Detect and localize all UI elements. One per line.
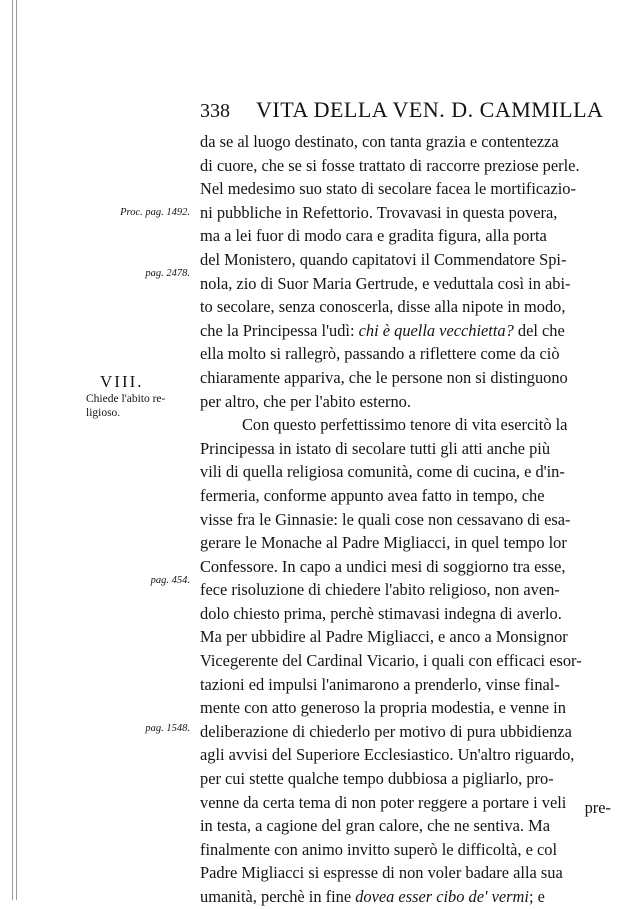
text-line [200,319,611,343]
text-line: ella molto si rallegrò, passando a riflettere come da ciò [200,344,560,364]
text-line: Confessore. In capo a undici mesi di soggiorno tra esse, [200,556,566,576]
page-binding-edge-inner [16,0,17,900]
text-line: to secolare, senza conoscerla, disse alla nipote in modo, [200,297,566,317]
text-line: ma a lei fuor di modo cara e gradita figura, alla porta [200,226,547,246]
catchword: pre- [584,798,611,817]
margin-note: pag. 2478. [145,268,190,279]
text-line: venne da certa tema di non poter reggere a portare i veli [200,792,567,812]
section-note-line: ligioso. [86,407,121,419]
page-header [200,96,620,126]
text-line [200,885,611,909]
text-line: per altro, che per l'abito esterno. [200,391,411,411]
text-segment: ; e [528,887,545,906]
text-line: per cui stette qualche tempo dubbiosa a pigliarlo, pro- [200,769,554,789]
text-line: dolo chiesto prima, perchè stimavasi indegna di averlo. [200,603,562,623]
running-title: VITA DELLA VEN. D. CAMMILLA [256,97,604,122]
section-side-note [86,392,194,420]
text-line: Ma per ubbidire al Padre Migliacci, e anco a Monsignor [200,627,568,647]
margin-note: pag. 454. [150,575,190,586]
margin-note: Proc. pag. 1492. [120,207,190,218]
text-line: Padre Migliacci si espresse di non voler badare alla sua [200,863,563,883]
text-line: ni pubbliche in Refettorio. Trovavasi in questa povera, [200,202,558,222]
text-line: di cuore, che se si fosse trattato di raccorre preziose perle. [200,155,580,175]
body-text [200,130,611,909]
italic-quote: chi è quella vecchietta? [358,320,514,340]
text-segment: umanità, perchè in fine [200,887,356,906]
section-note-line: Chiede l'abito re- [86,393,166,405]
margin-note: pag. 1548. [145,723,190,734]
text-line: vili di quella religiosa comunità, come di cucina, e d'in- [200,462,565,482]
text-line: mente con atto generoso la propria modestia, e venne in [200,698,566,718]
text-line: visse fra le Ginnasie: le quali cose non cessavano di esa- [200,509,571,529]
text-line: nola, zio di Suor Maria Gertrude, e veduttala così in abi- [200,273,571,293]
text-segment: del che [513,320,565,340]
text-line: agli avvisi del Superiore Ecclesiastico. Un'altro riguardo, [200,745,575,765]
text-line: in testa, a cagione del gran calore, che ne sentiva. Ma [200,816,550,836]
text-line: finalmente con animo invitto superò le difficoltà, e col [200,839,558,859]
text-line: tazioni ed impulsi l'animarono a prenderlo, vinse final- [200,674,560,694]
page-number: 338 [200,100,230,122]
text-line: chiaramente appariva, che le persone non si distinguono [200,367,568,387]
text-line: Vicegerente del Cardinal Vicario, i quali con efficaci esor- [200,651,582,671]
text-line: fece risoluzione di chiedere l'abito religioso, non aven- [200,580,560,600]
paragraph-first-line: Con questo perfettissimo tenore di vita esercitò la [242,415,568,435]
text-line: Principessa in istato di secolare tutti gli atti anche più [200,438,551,458]
text-segment: che la Principessa l'udì: [200,320,359,340]
text-line: deliberazione di chiederlo per motivo di pura ubbidienza [200,721,572,741]
italic-quote: dovea esser cibo de' vermi [355,887,529,906]
text-line: fermeria, conforme appunto avea fatto in tempo, che [200,485,545,505]
text-line: Nel medesimo suo stato di secolare facea le mortificazio- [200,179,576,199]
text-line: da se al luogo destinato, con tanta grazia e contentezza [200,132,559,151]
text-line: gerare le Monache al Padre Migliacci, in quel tempo lor [200,533,567,553]
section-number: VIII. [100,372,144,391]
text-line: del Monistero, quando capitatovi il Commendatore Spi- [200,249,567,269]
page-binding-edge [12,0,13,900]
